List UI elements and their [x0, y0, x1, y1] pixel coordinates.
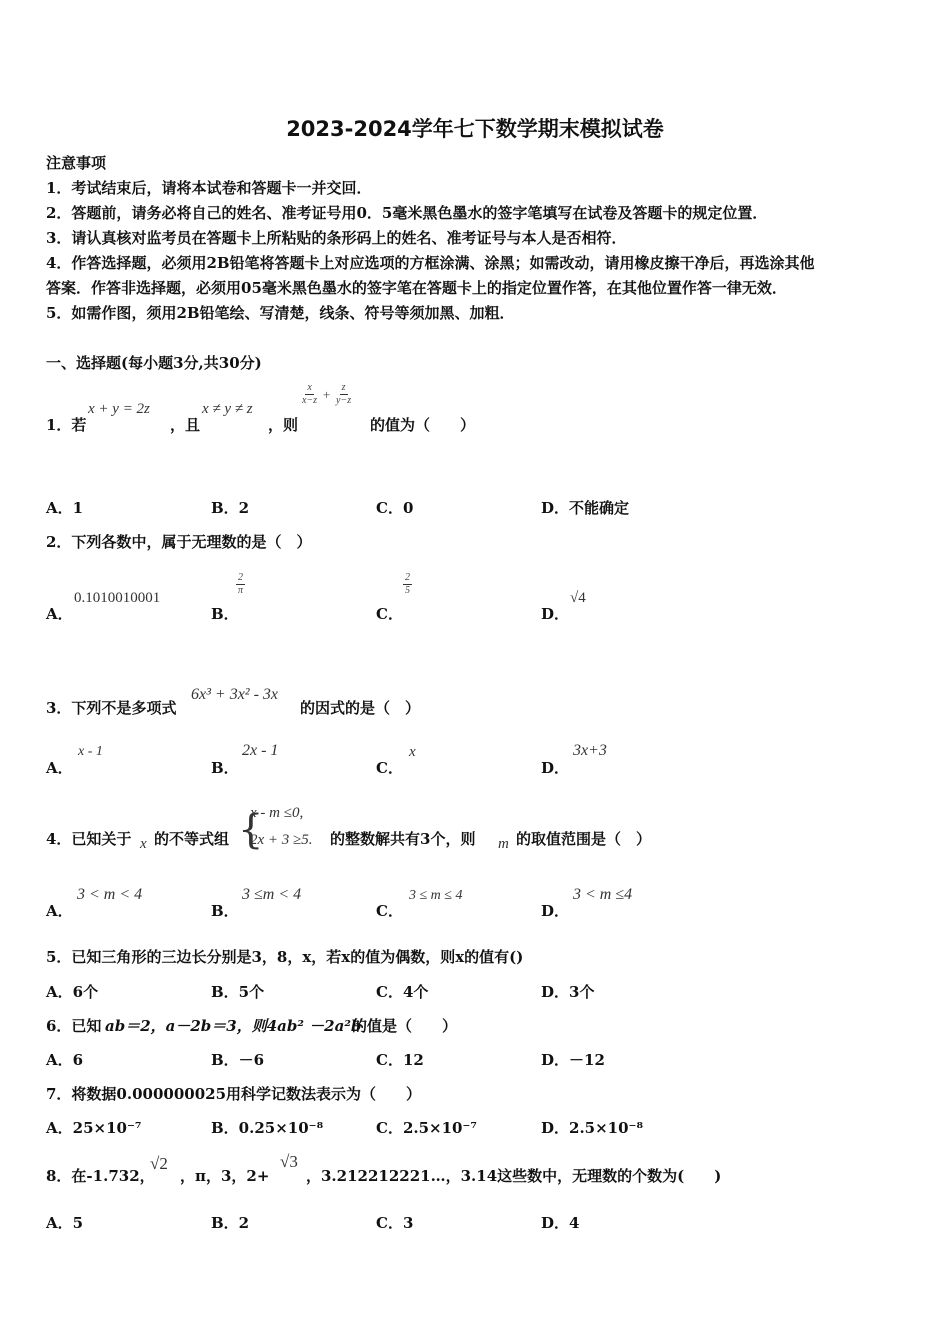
q8-option-a[interactable]: A．5 [46, 1214, 84, 1232]
q6-option-c[interactable]: C．12 [376, 1051, 424, 1069]
q1-mid2: ，则 [268, 416, 299, 434]
q1-frac1-num: x [307, 382, 312, 393]
q3-prefix: 3．下列不是多项式 [46, 699, 177, 717]
q2-option-a-label[interactable]: A． [46, 605, 73, 623]
notice-item-4: 4．作答选择题，必须用2B铅笔将答题卡上对应选项的方框涂满、涂黑；如需改动，请用橡皮擦干净后，再选涂其他 [46, 254, 815, 272]
q8-mid: ，π，3，2+ [180, 1167, 270, 1185]
q3-suffix: 的因式的是（ ） [300, 699, 421, 717]
q3-option-b-label[interactable]: B． [211, 759, 239, 777]
q4-mid2: 的整数解共有3个，则 [330, 830, 476, 848]
q1-fraction-expr [302, 382, 351, 407]
q6-prefix: 6．已知 [46, 1017, 102, 1035]
page-title: 2023-2024学年七下数学期末模拟试卷 [286, 117, 664, 141]
q2-c-num: 2 [405, 572, 410, 583]
q5-option-b[interactable]: B．5个 [211, 983, 265, 1001]
q2-option-b-label[interactable]: B． [211, 605, 239, 623]
q4-option-d-value: 3 < m ≤4 [573, 886, 633, 903]
q8-suffix: ，3.212212221…，3.14这些数中，无理数的个数为( ) [306, 1167, 722, 1185]
q2-option-d-label[interactable]: D． [541, 605, 570, 623]
q1-frac1-den: x−z [302, 395, 318, 406]
q1-plus: + [322, 387, 331, 402]
q8-option-b[interactable]: B．2 [211, 1214, 250, 1232]
notice-item-5: 5．如需作图，须用2B铅笔绘、写清楚，线条、符号等须加黑、加粗． [46, 304, 515, 322]
q1-mid: ，且 [170, 416, 201, 434]
q1-option-c[interactable]: C．0 [376, 499, 414, 517]
q8-sqrt2: √2 [150, 1154, 168, 1173]
q6-condition: ab＝2，a－2b＝3，则4ab² －2a²b [105, 1017, 362, 1035]
q3-option-d-label[interactable]: D． [541, 759, 570, 777]
q4-system-brace: { [238, 807, 264, 853]
notice-item-1: 1．考试结束后，请将本试卷和答题卡一并交回． [46, 179, 372, 197]
q2-option-c-value [403, 572, 412, 597]
q5-option-a[interactable]: A．6个 [46, 983, 99, 1001]
q6-option-d[interactable]: D．－12 [541, 1051, 605, 1069]
q3-option-a-value: x - 1 [78, 744, 103, 759]
q2-text: 2．下列各数中，属于无理数的是（ ） [46, 533, 312, 551]
q8-option-c[interactable]: C．3 [376, 1214, 414, 1232]
q2-option-b-value [236, 572, 245, 597]
q8-sqrt3: √3 [280, 1152, 298, 1171]
q7-text: 7．将数据0.000000025用科学记数法表示为（ ） [46, 1085, 422, 1103]
q4-var-m: m [498, 836, 509, 852]
q3-option-a-label[interactable]: A． [46, 759, 73, 777]
q1-suffix: 的值为（ ） [370, 416, 476, 434]
q4-mid: 的不等式组 [154, 830, 230, 848]
q2-option-d-value: √4 [570, 590, 586, 606]
q4-option-d-label[interactable]: D． [541, 902, 570, 920]
q1-option-b[interactable]: B．2 [211, 499, 250, 517]
q1-option-a[interactable]: A．1 [46, 499, 84, 517]
q6-option-a[interactable]: A．6 [46, 1051, 84, 1069]
q7-option-c[interactable]: C．2.5×10⁻⁷ [376, 1119, 477, 1137]
q4-option-c-label[interactable]: C． [376, 902, 403, 920]
q3-option-d-value: 3x+3 [573, 742, 607, 759]
q4-option-b-label[interactable]: B． [211, 902, 239, 920]
q5-option-c[interactable]: C．4个 [376, 983, 429, 1001]
q7-option-a[interactable]: A．25×10⁻⁷ [46, 1119, 142, 1137]
notice-item-4-cont: 答案．作答非选择题，必须用05毫米黑色墨水的签字笔在答题卡上的指定位置作答，在其他位置作答一律无效． [46, 279, 787, 297]
notice-item-2: 2．答题前，请务必将自己的姓名、准考证号用0．5毫米黑色墨水的签字笔填写在试卷及答题卡的规定位置． [46, 204, 768, 222]
q1-expr1: x + y = 2z [88, 401, 150, 417]
q4-option-a-label[interactable]: A． [46, 902, 73, 920]
q6-option-b[interactable]: B．－6 [211, 1051, 265, 1069]
q4-var-x: x [140, 836, 147, 852]
q3-polynomial: 6x³ + 3x² - 3x [191, 686, 279, 703]
q2-b-den: π [237, 585, 243, 596]
q4-inequality-2: 2x + 3 ≥5. [250, 832, 313, 848]
q1-expr2: x ≠ y ≠ z [202, 401, 253, 417]
notice-heading: 注意事项 [46, 154, 107, 172]
q4-option-b-value: 3 ≤m < 4 [242, 886, 302, 903]
q6-suffix: 的值是（ ） [352, 1017, 458, 1035]
q7-option-b[interactable]: B．0.25×10⁻⁸ [211, 1119, 324, 1137]
q3-option-b-value: 2x - 1 [242, 742, 279, 759]
q2-option-c-label[interactable]: C． [376, 605, 403, 623]
q4-inequality-1: x - m ≤0, [250, 805, 304, 821]
q2-option-a-value: 0.1010010001 [74, 590, 161, 606]
q3-option-c-value: x [409, 744, 416, 760]
q8-prefix: 8．在-1.732， [46, 1167, 155, 1185]
q1-frac2-den: y−z [336, 395, 352, 406]
q5-text: 5．已知三角形的三边长分别是3，8，x，若x的值为偶数，则x的值有() [46, 948, 524, 966]
q1-option-d[interactable]: D．不能确定 [541, 499, 630, 517]
q1-prefix: 1．若 [46, 416, 87, 434]
q8-option-d[interactable]: D．4 [541, 1214, 580, 1232]
notice-item-3: 3．请认真核对监考员在答题卡上所粘贴的条形码上的姓名、准考证号与本人是否相符． [46, 229, 627, 247]
q4-suffix: 的取值范围是（ ） [516, 830, 652, 848]
q4-prefix: 4．已知关于 [46, 830, 132, 848]
q2-c-den: 5 [405, 585, 410, 596]
q1-frac2-num: z [341, 382, 346, 393]
q5-option-d[interactable]: D．3个 [541, 983, 595, 1001]
q4-option-c-value: 3 ≤ m ≤ 4 [409, 888, 463, 903]
q4-option-a-value: 3 < m < 4 [77, 886, 143, 903]
q3-option-c-label[interactable]: C． [376, 759, 403, 777]
section-heading: 一、选择题(每小题3分,共30分) [46, 354, 262, 372]
q7-option-d[interactable]: D．2.5×10⁻⁸ [541, 1119, 644, 1137]
q2-b-num: 2 [238, 572, 243, 583]
